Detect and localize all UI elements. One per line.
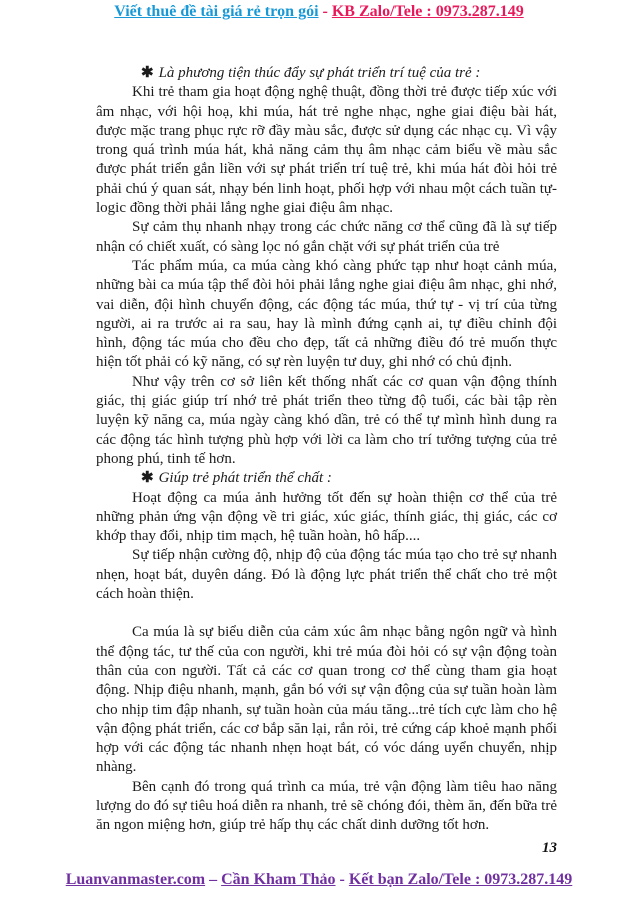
page-footer [0,871,638,889]
section-heading-intellect [96,64,557,83]
blank-line [96,604,557,623]
footer-separator-2: - [339,871,345,888]
footer-contact-link[interactable]: Kết bạn Zalo/Tele : 0973.287.149 [348,871,573,888]
heading-text: Là phương tiện thúc đẩy sự phát triển trí tuệ của trẻ : [158,65,481,81]
document-body [96,64,557,836]
header-separator: - [322,3,328,20]
header-contact-link[interactable]: KB Zalo/Tele : 0973.287.149 [331,3,524,20]
paragraph: Ca múa là sự biểu diễn của cảm xúc âm nhạc bằng ngôn ngữ và hình thể động tác, tư thế của con người, khi trẻ múa đòi hỏi có sự vận động toàn thân của con người. Tất cả các cơ quan trong cơ thể cùng tham gia hoạt động. Nhịp điệu nhanh, mạnh, gắn bó với sự vận động của sự tuần hoàn làm cho nhịp tim đập nhanh, sự tuần hoàn của máu tăng...trẻ tích cực làm cho hệ vận động phát triển, các cơ bắp săn lại, rắn rỏi, trẻ cứng cáp khoẻ mạnh phối hợp với các động tác nhanh nhẹn hoạt bát, có vóc dáng uyển chuyển, nhịp nhàng. [96,624,557,776]
paragraph: Tác phẩm múa, ca múa càng khó càng phức tạp như hoạt cảnh múa, những bài ca múa tập thể đòi hỏi phải lắng nghe giai điệu âm nhạc, ghi nhớ, vai diễn, đội hình chuyển động, các động tác múa, thứ tự - vị trí của từng người, ai ra trước ai ra sau, hay là mình đứng cạnh ai, tự điều chỉnh đội hình, động tác múa cho đều cho đẹp, tất cả những điều đó trẻ muốn thực hiện tốt phải có kỹ năng, có sự rèn luyện tư duy, ghi nhớ có chủ định. [96,257,557,371]
footer-separator-1: – [209,871,218,888]
page-header [0,3,638,21]
paragraph: Sự tiếp nhận cường độ, nhịp độ của động tác múa tạo cho trẻ sự nhanh nhẹn, hoạt bát, duyên dáng. Đó là động lực phát triển thể chất cho trẻ một cách hoàn thiện. [96,547,557,603]
section-heading-physical [96,469,557,488]
paragraph: Như vậy trên cơ sở liên kết thống nhất các cơ quan vận động thính giác, thị giác giúp trí nhớ trẻ phát triển theo từng độ tuổi, các bài tập rèn luyện kỹ năng ca, múa ngày càng khó dần, trẻ có thể tự mình hình dung ra các động tác hình tượng phù hợp với lời ca làm cho trí tưởng tượng của trẻ phong phú, tinh tế hơn. [96,373,557,467]
footer-middle-link[interactable]: Cần Kham Thảo [221,871,336,888]
header-service-link[interactable]: Viết thuê đề tài giá rẻ trọn gói [114,3,319,20]
paragraph: Sự cảm thụ nhanh nhạy trong các chức năng cơ thể cũng đã là sự tiếp nhận có chiết xuất, có sàng lọc nó gắn chặt với sự phát triển của trẻ [96,219,557,255]
asterisk-marker: ✱ [141,65,154,81]
paragraph: Bên cạnh đó trong quá trình ca múa, trẻ vận động làm tiêu hao năng lượng do đó sự tiêu hoá diễn ra nhanh, trẻ sẽ chóng đói, thèm ăn, đến bữa trẻ ăn ngon miệng hơn, giúp trẻ hấp thụ các chất dinh dưỡng tốt hơn. [96,778,557,834]
page-number: 13 [542,840,557,856]
asterisk-marker: ✱ [141,470,154,487]
paragraph: Khi trẻ tham gia hoạt động nghệ thuật, đồng thời trẻ được tiếp xúc với âm nhạc, với hội hoạ, khi múa, hát trẻ nghe nhạc, nghe giai điệu bài hát, được mặc trang phục rực rỡ đầy màu sắc, được sử dụng các nhạc cụ. Vì vậy trong quá trình múa hát, khả năng cảm thụ âm nhạc cảm biểu về màu sắc được phát triển gắn liền với sự phát triển trí tuệ trẻ, khi múa hát đòi hỏi trẻ phải chú ý quan sát, nhạy bén linh hoạt, phối hợp với nhau một cách tuần tự- logic đồng thời phải lắng nghe giai điệu âm nhạc. [96,84,557,217]
heading-text: Giúp trẻ phát triển thể chất : [158,470,332,487]
paragraph: Hoạt động ca múa ảnh hưởng tốt đến sự hoàn thiện cơ thể của trẻ những phản ứng vận động về tri giác, xúc giác, thính giác, thị giác, các cơ khớp thay đổi, nhịp tim mạch, hệ tuần hoàn, hô hấp.... [96,489,557,545]
footer-site-link[interactable]: Luanvanmaster.com [65,871,206,888]
